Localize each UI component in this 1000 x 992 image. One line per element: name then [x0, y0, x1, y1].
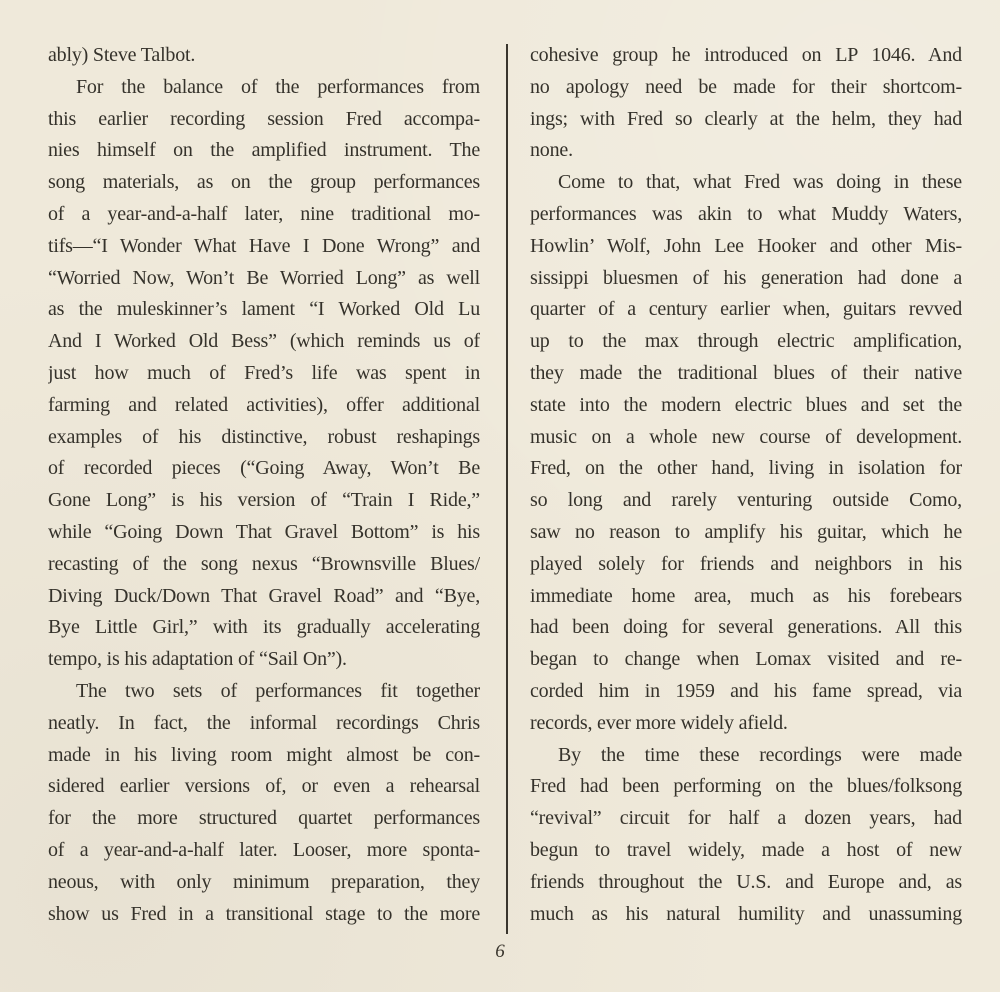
text-line: Fred had been performing on the blues/folksong: [530, 775, 962, 798]
text-line: state into the modern electric blues and set the: [530, 393, 962, 416]
column-divider-rule: [506, 44, 508, 934]
text-line: began to change when Lomax visited and re-: [530, 648, 962, 671]
text-line: for the more structured quartet performances: [48, 807, 480, 830]
text-line: performances was akin to what Muddy Waters,: [530, 202, 962, 225]
text-line: ings; with Fred so clearly at the helm, they had: [530, 107, 962, 130]
column-right: [530, 40, 962, 930]
text-line: tempo, is his adaptation of “Sail On”).: [48, 648, 347, 671]
text-line: no apology need be made for their shortcom-: [530, 75, 962, 98]
text-line: farming and related activities), offer additional: [48, 393, 480, 416]
text-line: immediate home area, much as his forebears: [530, 584, 962, 607]
column-left: [48, 40, 480, 930]
text-line: while “Going Down That Gravel Bottom” is his: [48, 520, 480, 543]
text-line: much as his natural humility and unassuming: [530, 902, 962, 925]
text-line: saw no reason to amplify his guitar, which he: [530, 520, 962, 543]
text-line: recasting of the song nexus “Brownsville Blues/: [48, 552, 480, 575]
text-line: neous, with only minimum preparation, they: [48, 870, 480, 893]
text-line: Fred, on the other hand, living in isolation for: [530, 457, 962, 480]
text-line: And I Worked Old Bess” (which reminds us of: [48, 330, 480, 353]
text-line: friends throughout the U.S. and Europe and, as: [530, 870, 962, 893]
text-line: neatly. In fact, the informal recordings Chris: [48, 711, 480, 734]
text-line: ably) Steve Talbot.: [48, 44, 196, 66]
text-line: examples of his distinctive, robust reshapings: [48, 425, 480, 448]
text-line: just how much of Fred’s life was spent in: [48, 361, 480, 384]
text-line: Come to that, what Fred was doing in these: [558, 171, 962, 194]
text-line: had been doing for several generations. All this: [530, 616, 962, 639]
text-line: show us Fred in a transitional stage to the more: [48, 902, 480, 925]
text-line: begun to travel widely, made a host of new: [530, 838, 962, 861]
text-line: “revival” circuit for half a dozen years, had: [530, 807, 962, 830]
text-line: none.: [530, 139, 573, 162]
text-line: corded him in 1959 and his fame spread, via: [530, 679, 962, 702]
text-line: as the muleskinner’s lament “I Worked Old Lu: [48, 298, 480, 321]
text-line: The two sets of performances fit together: [76, 679, 480, 702]
text-line: of recorded pieces (“Going Away, Won’t Be: [48, 457, 480, 480]
page-number: 6: [495, 941, 505, 962]
text-line: Gone Long” is his version of “Train I Ride,”: [48, 489, 480, 512]
text-line: For the balance of the performances from: [76, 75, 480, 98]
text-line: nies himself on the amplified instrument. The: [48, 139, 480, 162]
text-line: of a year-and-a-half later. Looser, more sponta-: [48, 838, 480, 861]
text-line: this earlier recording session Fred accompa-: [48, 107, 480, 130]
text-line: cohesive group he introduced on LP 1046. And: [530, 44, 962, 66]
text-line: music on a whole new course of development.: [530, 425, 962, 448]
text-line: Diving Duck/Down That Gravel Road” and “Bye,: [48, 584, 480, 607]
text-line: tifs—“I Wonder What Have I Done Wrong” and: [48, 234, 480, 257]
text-line: of a year-and-a-half later, nine traditional mo-: [48, 202, 480, 225]
text-line: so long and rarely venturing outside Como,: [530, 489, 962, 512]
text-line: “Worried Now, Won’t Be Worried Long” as well: [48, 266, 480, 289]
text-line: up to the max through electric amplification,: [530, 330, 962, 353]
text-line: Bye Little Girl,” with its gradually accelerating: [48, 616, 480, 639]
text-line: made in his living room might almost be con-: [48, 743, 480, 766]
text-line: sissippi bluesmen of his generation had done a: [530, 266, 962, 289]
text-line: they made the traditional blues of their native: [530, 361, 962, 384]
text-line: records, ever more widely afield.: [530, 711, 788, 734]
text-line: sidered earlier versions of, or even a rehearsal: [48, 775, 480, 798]
text-line: By the time these recordings were made: [558, 743, 962, 766]
text-line: played solely for friends and neighbors in his: [530, 552, 962, 575]
text-line: quarter of a century earlier when, guitars revved: [530, 298, 962, 321]
text-line: Howlin’ Wolf, John Lee Hooker and other Mis-: [530, 234, 962, 257]
text-line: song materials, as on the group performances: [48, 171, 480, 194]
